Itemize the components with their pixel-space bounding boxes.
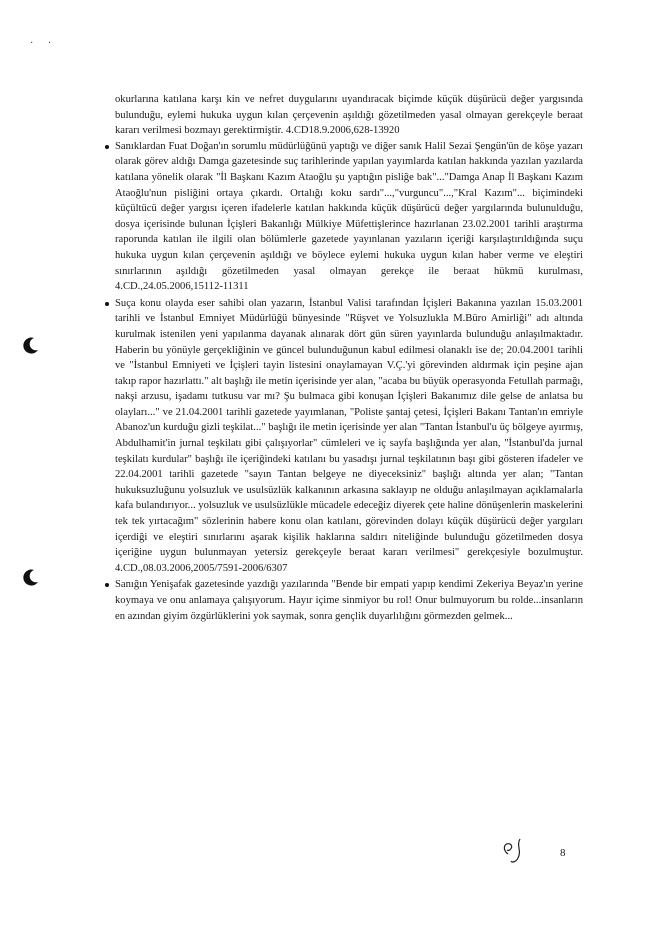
punch-hole-icon xyxy=(22,568,40,586)
bullet-icon xyxy=(105,302,109,306)
page-number: 8 xyxy=(560,847,566,859)
paragraph-text: Sanığın Yenişafak gazetesinde yazdığı yazılarında "Bende bir empati yapıp kendimi Zekeriya Beyaz'ın yerine koymaya ve onu anlamaya çalışıyorum. Hayır içime sinmiyor bu rol! Onur bulmuyorum bu rolde...insanların en azından giyim özgürlüklerini yok saymak, sonra gençlik duyarlılığını görmezden gelmek... xyxy=(115,579,583,622)
punch-hole-icon xyxy=(22,336,40,354)
paragraph xyxy=(115,92,583,139)
corner-marks: · · xyxy=(30,38,58,49)
bullet-paragraph xyxy=(115,139,583,295)
bullet-icon xyxy=(105,583,109,587)
paragraph-text: okurlarına katılana karşı kin ve nefret duygularını uyandıracak biçimde küçük düşürücü değer yargısında bulunduğu, eylemi hukuka uygun kılan çerçevenin aşıldığı gözetilmeden yasal olmayan gerekçeyle beraat kararı verilmesi bozmayı gerektirmiştir. 4.CD18.9.2006,628-13920 xyxy=(115,94,583,137)
bullet-paragraph xyxy=(115,577,583,624)
paragraph-text: Sanıklardan Fuat Doğan'ın sorumlu müdürlüğünü yaptığı ve diğer sanık Halil Sezai Şengün'ün de köşe yazarı olarak görev aldığı Damga gazetesinde suç tarihlerinde yapılan yayımlarda katılan hakkında yazılan yazılarda katılana yönelik olarak "İl Başkanı Kazım Ataoğlu şu yaptığın pisliğe bak"..."Damga Anap İl Başkanı Kazım Ataoğlu'nun pisliğini ortaya çıkardı. Ortalığı koku sardı"...,"vurguncu"...,"Kral Kazım"... biçimindeki küçültücü değer yargısı içeren ifadelerle katılan hakkında küçük düşürücü değer yargılarında bulunulduğu, dosya içerisinde bulunan İçişleri Bakanlığı Mülkiye Müfettişlerince hazırlanan 23.02.2001 tarihli araştırma raporunda katılan ile ilgili olan bölümlerle gazetede yayınlanan yazıların içeriği karşılaştırıldığında suçu hukuka uygun kılan çerçevenin aşıldığı ve böylece eylemi hukuka uygun kılan haber verme ve eleştiri sınırlarının aşıldığı gözetilmeden yasal olmayan gerekçe ile beraat hükmü kurulması, 4.CD.,24.05.2006,15112-11311 xyxy=(115,140,583,293)
bullet-icon xyxy=(105,145,109,149)
paragraph-text: Suça konu olayda eser sahibi olan yazarın, İstanbul Valisi tarafından İçişleri Bakanına yazılan 15.03.2001 tarihli ve İstanbul Emniyet Müdürlüğü bünyesinde "Rüşvet ve Yolsuzlukla M.Büro Amirliği" adı altında kurulmak istenilen yeni yapılanma dayanak alınarak dört gün süren yayınlarda bulunduğu anlaşılmaktadır. Haberin bu yönüyle gerçekliğinin ve güncel bulunduğunun kabul edilmesi olanaklı ise de; 20.04.2001 tarihli ve "İstanbul Emniyeti ve İçişleri tayin listesini onaylamayan V.Ç.'yi görevinden aldırmak için peşine ajan takıp rapor hazırlattı." alt başlığı ile metin içerisinde yer alan, "acaba bu büyük operasyonda Fetullah parmağı, nakşi arzusu, işadamı tutkusu var mı? Şu bulmaca gibi konuşan İçişleri Bakanımız dile gelse de anlatsa bu olayları..." ve 21.04.2001 tarihli gazetede yayımlanan, "Poliste şantaj çetesi, İçişleri Bakanı Tantan'ın emriyle Abanoz'un kurduğu gizli teşkilat..." başlığı ile metin içerisinde yer alan "Tantan İstanbul'u üç bölgeye ayırmış, Abdulhamit'in jurnal teşkilatı gibi çalışıyorlar" cümleleri ve iç sayfa başlığında yer alan, "İstanbul'da jurnal teşkilatı kurdular" başlığı ile içeriğindeki katılanı bu yasadışı jurnal teşkilatının başı gibi gösteren ifadeler ve 22.04.2001 tarihli gazetede "sayın Tantan belgeye ne diyeceksiniz" başlığı altında yer alan; "Tantan hukuksuzluğunu yolsuzluk ve usulsüzlük kalkanının arkasına saklayıp ne olduğu anlaşılmayan açıklamalarla kafa bulandırıyor... yolsuzluk ve usulsüzlükle mücadele edeceğiz diyerek çete haline dönüşenlerin maskelerini tek tek yırtacağım" sözlerinin habere konu olan katılanı, görevinden dolayı küçük düşürücü değer yargıları içerdiği ve eleştiri sınırlarını aşarak kişilik haklarına saldırı niteliğinde bulunduğu gözetilmeden dosya içeriğine uygun bulunmayan yetersiz gerekçeyle beraat kararı verilmesi" gerekçesiyle bozulmuştur. 4.CD.,08.03.2006,2005/7591-2006/6307 xyxy=(115,297,583,574)
handwritten-signature xyxy=(498,836,538,871)
bullet-paragraph xyxy=(115,296,583,577)
document-body xyxy=(115,92,583,625)
